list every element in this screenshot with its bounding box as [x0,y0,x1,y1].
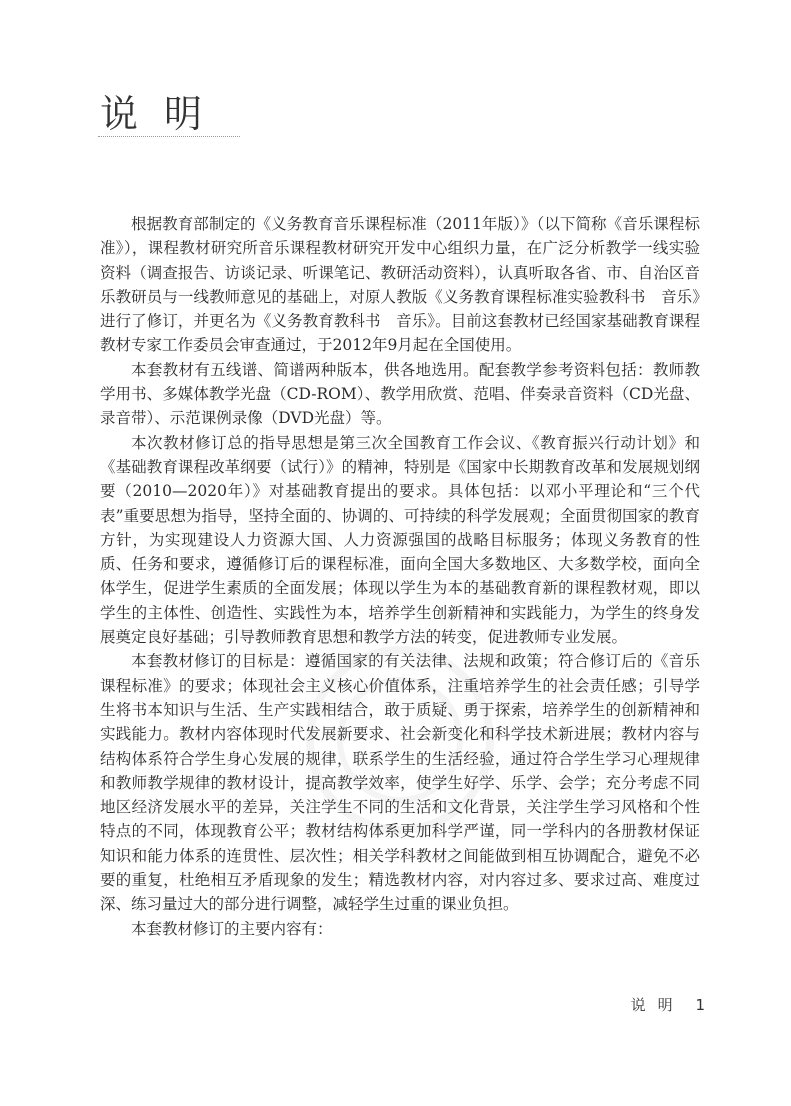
page-title: 说明 [100,92,229,136]
title-divider [98,136,240,137]
page-number: 1 [695,996,705,1014]
body-text [100,212,700,941]
paragraph-3: 本次教材修订总的指导思想是第三次全国教育工作会议、《教育振兴行动计划》和《基础教育课程改革纲要（试行）》的精神，特别是《国家中长期教育改革和发展规划纲要（2010—2020年）》对基础教育提出的要求。具体包括：以邓小平理论和“三个代表”重要思想为指导，坚持全面的、协调的、可持续的科学发展观；全面贯彻国家的教育方针，为实现建设人力资源大国、人力资源强国的战略目标服务；体现义务教育的性质、任务和要求，遵循修订后的课程标准，面向全国大多数地区、大多数学校，面向全体学生，促进学生素质的全面发展；体现以学生为本的基础教育新的课程教材观，即以学生的主体性、创造性、实践性为本，培养学生创新精神和实践能力，为学生的终身发展奠定良好基础；引导教师教育思想和教学方法的转变，促进教师专业发展。 [100,433,700,647]
paragraph-2: 本套教材有五线谱、简谱两种版本，供各地选用。配套教学参考资料包括：教师教学用书、多媒体教学光盘（CD-ROM）、教学用欣赏、范唱、伴奏录音资料（CD光盘、录音带）、示范课例录像（DVD光盘）等。 [100,360,700,428]
paragraph-5: 本套教材修订的主要内容有： [131,919,333,938]
page-footer [631,994,705,1015]
paragraph-4: 本套教材修订的目标是：遵循国家的有关法律、法规和政策；符合修订后的《音乐课程标准》的要求；体现社会主义核心价值体系，注重培养学生的社会责任感；引导学生将书本知识与生活、生产实践相结合，敢于质疑、勇于探索，培养学生的创新精神和实践能力。教材内容体现时代发展新要求、社会新变化和科学技术新进展；教材内容与结构体系符合学生身心发展的规律，联系学生的生活经验，通过符合学生学习心理规律和教师教学规律的教材设计，提高教学效率，使学生好学、乐学、会学；充分考虑不同地区经济发展水平的差异，关注学生不同的生活和文化背景，关注学生学习风格和个性特点的不同，体现教育公平；教材结构体系更加科学严谨，同一学科内的各册教材保证知识和能力体系的连贯性、层次性；相关学科教材之间能做到相互协调配合，避免不必要的重复，杜绝相互矛盾现象的发生；精选教材内容，对内容过多、要求过高、难度过深、练习量过大的部分进行调整，减轻学生过重的课业负担。 [100,652,700,914]
footer-section-label: 说明 [630,996,685,1014]
paragraph-1: 根据教育部制定的《义务教育音乐课程标准（2011年版）》（以下简称《音乐课程标准》），课程教材研究所音乐课程教材研究开发中心组织力量，在广泛分析教学一线实验资料（调查报告、访谈记录、听课笔记、教研活动资料），认真听取各省、市、自治区音乐教研员与一线教师意见的基础上，对原人教版《义务教育课程标准实验教科书 音乐》进行了修订，并更名为《义务教育教科书 音乐》。目前这套教材已经国家基础教育课程教材专家工作委员会审查通过，于2012年9月起在全国使用。 [100,215,700,355]
